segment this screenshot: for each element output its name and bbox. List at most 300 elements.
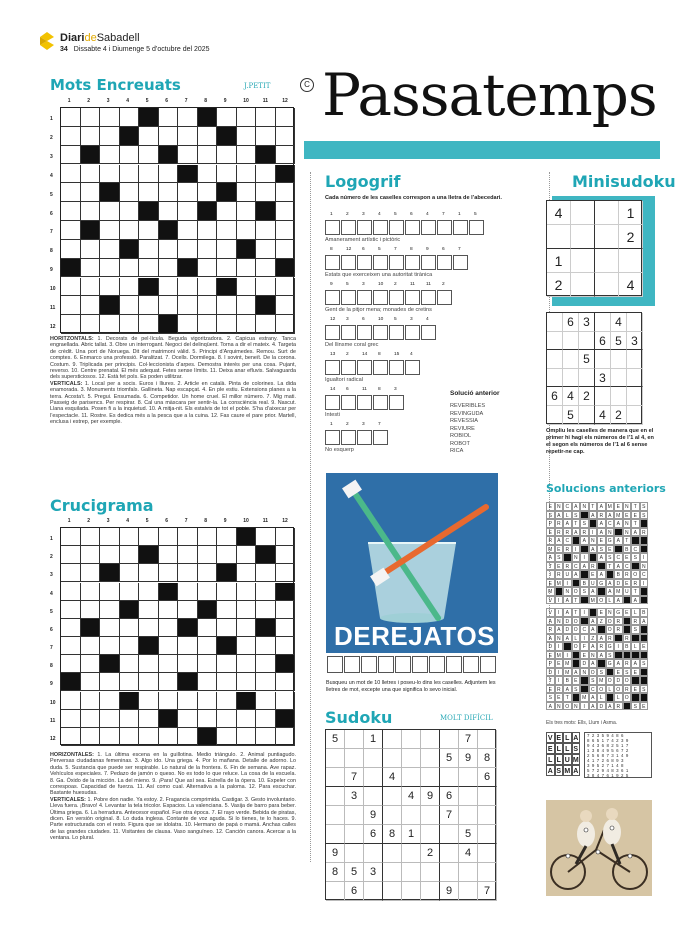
minisudoku-cell[interactable]: 5 (611, 332, 627, 351)
grid-cell[interactable] (256, 240, 276, 259)
grid-cell[interactable] (81, 240, 101, 259)
grid-cell[interactable] (159, 673, 179, 691)
derejatos-letter-box[interactable] (395, 656, 411, 673)
grid-cell[interactable] (81, 637, 101, 655)
grid-cell[interactable] (178, 296, 198, 315)
grid-cell[interactable] (237, 564, 257, 582)
minisudoku-cell[interactable] (595, 201, 619, 225)
sudoku-cell[interactable]: 8 (478, 749, 497, 768)
minisudoku-cell[interactable] (571, 201, 595, 225)
grid-cell[interactable] (237, 296, 257, 315)
grid-cell[interactable] (61, 655, 81, 673)
sudoku-cell[interactable] (383, 806, 402, 825)
sudoku-cell[interactable] (459, 787, 478, 806)
grid-cell[interactable] (139, 692, 159, 710)
minisudoku-cell[interactable]: 6 (563, 313, 579, 332)
minisudoku-cell[interactable] (595, 273, 619, 297)
logogrif-letter-box[interactable] (405, 255, 420, 270)
minisudoku-cell[interactable] (547, 350, 563, 369)
sudoku-cell[interactable]: 4 (402, 787, 421, 806)
sudoku-cell[interactable]: 5 (345, 863, 364, 882)
grid-cell[interactable] (159, 601, 179, 619)
minisudoku-cell[interactable] (547, 369, 563, 388)
grid-cell[interactable] (100, 165, 120, 184)
logogrif-letter-box[interactable] (373, 325, 388, 340)
grid-cell[interactable] (120, 619, 140, 637)
grid-cell[interactable] (81, 564, 101, 582)
grid-cell[interactable] (198, 183, 218, 202)
sudoku-cell[interactable]: 9 (440, 882, 459, 901)
logogrif-letter-box[interactable] (325, 255, 340, 270)
grid-cell[interactable] (217, 583, 237, 601)
grid-cell[interactable] (237, 202, 257, 221)
grid-cell[interactable] (81, 692, 101, 710)
grid-cell[interactable] (198, 619, 218, 637)
sudoku-cell[interactable]: 1 (364, 730, 383, 749)
grid-cell[interactable] (100, 221, 120, 240)
logogrif-letter-box[interactable] (437, 290, 452, 305)
sudoku-cell[interactable] (402, 863, 421, 882)
sudoku-cell[interactable] (383, 730, 402, 749)
grid-cell[interactable] (256, 528, 276, 546)
logogrif-letter-box[interactable] (373, 395, 388, 410)
logogrif-letter-box[interactable] (373, 290, 388, 305)
grid-cell[interactable] (100, 619, 120, 637)
logogrif-letter-box[interactable] (341, 255, 356, 270)
grid-cell[interactable] (61, 692, 81, 710)
grid-cell[interactable] (139, 240, 159, 259)
grid-cell[interactable] (159, 108, 179, 127)
grid-cell[interactable] (178, 564, 198, 582)
grid-cell[interactable] (256, 583, 276, 601)
grid-cell[interactable] (100, 546, 120, 564)
grid-cell[interactable] (100, 240, 120, 259)
grid-cell[interactable] (276, 108, 296, 127)
sudoku-cell[interactable] (478, 863, 497, 882)
grid-cell[interactable] (81, 183, 101, 202)
grid-cell[interactable] (61, 583, 81, 601)
minisudoku-cell[interactable]: 2 (579, 387, 595, 406)
logogrif-letter-box[interactable] (437, 255, 452, 270)
sudoku-cell[interactable]: 8 (326, 863, 345, 882)
grid-cell[interactable] (61, 601, 81, 619)
grid-cell[interactable] (120, 315, 140, 334)
grid-cell[interactable] (217, 601, 237, 619)
grid-cell[interactable] (81, 601, 101, 619)
minisudoku-cell[interactable] (547, 313, 563, 332)
grid-cell[interactable] (198, 296, 218, 315)
grid-cell[interactable] (237, 108, 257, 127)
grid-cell[interactable] (120, 296, 140, 315)
logogrif-letter-box[interactable] (389, 290, 404, 305)
grid-cell[interactable] (120, 728, 140, 746)
grid-cell[interactable] (81, 165, 101, 184)
grid-cell[interactable] (159, 564, 179, 582)
grid-cell[interactable] (276, 637, 296, 655)
grid-cell[interactable] (61, 108, 81, 127)
minisudoku-cell[interactable] (563, 369, 579, 388)
grid-cell[interactable] (256, 183, 276, 202)
grid-cell[interactable] (178, 728, 198, 746)
grid-cell[interactable] (256, 127, 276, 146)
grid-cell[interactable] (256, 564, 276, 582)
minisudoku-cell[interactable] (611, 387, 627, 406)
logogrif-letter-box[interactable] (373, 430, 388, 445)
logogrif-letter-box[interactable] (357, 220, 372, 235)
sudoku-cell[interactable] (421, 768, 440, 787)
grid-cell[interactable] (217, 296, 237, 315)
sudoku-cell[interactable] (421, 749, 440, 768)
grid-cell[interactable] (139, 315, 159, 334)
sudoku-cell[interactable]: 7 (440, 806, 459, 825)
grid-cell[interactable] (256, 278, 276, 297)
logogrif-letter-box[interactable] (357, 290, 372, 305)
grid-cell[interactable] (159, 655, 179, 673)
minisudoku-cell[interactable]: 4 (563, 387, 579, 406)
logogrif-letter-box[interactable] (325, 290, 340, 305)
sudoku-cell[interactable]: 3 (364, 863, 383, 882)
grid-cell[interactable] (198, 278, 218, 297)
grid-cell[interactable] (100, 528, 120, 546)
grid-cell[interactable] (217, 546, 237, 564)
logogrif-letter-box[interactable] (389, 325, 404, 340)
grid-cell[interactable] (198, 710, 218, 728)
grid-cell[interactable] (61, 240, 81, 259)
grid-cell[interactable] (139, 601, 159, 619)
minisudoku-cell[interactable] (571, 225, 595, 249)
minisudoku-cell[interactable] (547, 332, 563, 351)
sudoku-cell[interactable] (440, 863, 459, 882)
logogrif-letter-box[interactable] (453, 220, 468, 235)
grid-cell[interactable] (178, 127, 198, 146)
logogrif-letter-box[interactable] (341, 430, 356, 445)
grid-cell[interactable] (100, 728, 120, 746)
grid-cell[interactable] (237, 278, 257, 297)
minisudoku-cell[interactable]: 4 (547, 201, 571, 225)
sudoku-cell[interactable] (440, 825, 459, 844)
grid-cell[interactable] (237, 673, 257, 691)
sudoku-cell[interactable]: 5 (440, 749, 459, 768)
grid-cell[interactable] (276, 146, 296, 165)
grid-cell[interactable] (178, 315, 198, 334)
minisudoku-cell[interactable] (627, 313, 643, 332)
grid-cell[interactable] (217, 728, 237, 746)
minisudoku-cell[interactable] (563, 350, 579, 369)
grid-cell[interactable] (256, 315, 276, 334)
minisudoku-cell[interactable]: 6 (547, 387, 563, 406)
grid-cell[interactable] (159, 259, 179, 278)
sudoku-cell[interactable] (478, 825, 497, 844)
minisudoku-cell[interactable]: 2 (611, 406, 627, 425)
grid-cell[interactable] (61, 202, 81, 221)
grid-cell[interactable] (217, 165, 237, 184)
grid-cell[interactable] (120, 146, 140, 165)
grid-cell[interactable] (256, 710, 276, 728)
grid-cell[interactable] (139, 710, 159, 728)
logogrif-letter-box[interactable] (325, 395, 340, 410)
grid-cell[interactable] (61, 165, 81, 184)
grid-cell[interactable] (256, 673, 276, 691)
grid-cell[interactable] (198, 259, 218, 278)
grid-cell[interactable] (139, 655, 159, 673)
grid-cell[interactable] (276, 601, 296, 619)
logogrif-letter-box[interactable] (357, 255, 372, 270)
grid-cell[interactable] (198, 146, 218, 165)
sudoku-cell[interactable] (402, 882, 421, 901)
grid-cell[interactable] (198, 127, 218, 146)
grid-cell[interactable] (217, 692, 237, 710)
sudoku-cell[interactable] (326, 749, 345, 768)
sudoku-cell[interactable] (440, 768, 459, 787)
minisudoku-cell[interactable] (619, 249, 643, 273)
logogrif-letter-box[interactable] (389, 255, 404, 270)
sudoku-cell[interactable] (402, 806, 421, 825)
logogrif-letter-box[interactable] (389, 220, 404, 235)
grid-cell[interactable] (237, 619, 257, 637)
sudoku-cell[interactable]: 9 (459, 749, 478, 768)
brand[interactable] (60, 32, 140, 44)
minisudoku-cell[interactable] (579, 332, 595, 351)
grid-cell[interactable] (81, 259, 101, 278)
grid-cell[interactable] (237, 259, 257, 278)
derejatos-answer-boxes[interactable] (326, 656, 498, 674)
minisudoku-cell[interactable] (611, 369, 627, 388)
sudoku-cell[interactable] (326, 825, 345, 844)
grid-cell[interactable] (276, 202, 296, 221)
grid-cell[interactable] (276, 221, 296, 240)
sudoku-cell[interactable] (402, 730, 421, 749)
sudoku-cell[interactable] (383, 787, 402, 806)
grid-cell[interactable] (100, 601, 120, 619)
grid-cell[interactable] (237, 637, 257, 655)
logogrif-letter-box[interactable] (325, 325, 340, 340)
grid-cell[interactable] (217, 673, 237, 691)
grid-cell[interactable] (237, 655, 257, 673)
grid-cell[interactable] (198, 583, 218, 601)
grid-cell[interactable] (120, 278, 140, 297)
minisudoku-cell[interactable] (571, 273, 595, 297)
sudoku-cell[interactable]: 6 (364, 825, 383, 844)
grid-cell[interactable] (61, 296, 81, 315)
grid-cell[interactable] (237, 183, 257, 202)
grid-cell[interactable] (217, 240, 237, 259)
minisudoku-6x6[interactable] (546, 312, 642, 424)
logogrif-letter-box[interactable] (453, 255, 468, 270)
grid-cell[interactable] (120, 259, 140, 278)
logogrif-letter-box[interactable] (405, 220, 420, 235)
grid-cell[interactable] (61, 146, 81, 165)
cruci-grid[interactable] (60, 527, 294, 745)
sudoku-cell[interactable]: 5 (459, 825, 478, 844)
minisudoku-cell[interactable]: 3 (579, 313, 595, 332)
grid-cell[interactable] (81, 710, 101, 728)
grid-cell[interactable] (178, 710, 198, 728)
grid-cell[interactable] (276, 315, 296, 334)
minisudoku-cell[interactable] (611, 350, 627, 369)
logogrif-letter-box[interactable] (373, 220, 388, 235)
sudoku-cell[interactable] (421, 806, 440, 825)
derejatos-letter-box[interactable] (361, 656, 377, 673)
grid-cell[interactable] (61, 619, 81, 637)
minisudoku-cell[interactable] (595, 225, 619, 249)
grid-cell[interactable] (120, 637, 140, 655)
sudoku-cell[interactable]: 2 (421, 844, 440, 863)
sudoku-cell[interactable]: 4 (459, 844, 478, 863)
sudoku-cell[interactable] (440, 844, 459, 863)
grid-cell[interactable] (237, 710, 257, 728)
minisudoku-cell[interactable]: 2 (547, 273, 571, 297)
grid-cell[interactable] (120, 528, 140, 546)
grid-cell[interactable] (120, 221, 140, 240)
minisudoku-cell[interactable]: 6 (595, 332, 611, 351)
logogrif-letter-box[interactable] (357, 325, 372, 340)
grid-cell[interactable] (276, 296, 296, 315)
grid-cell[interactable] (159, 165, 179, 184)
grid-cell[interactable] (217, 146, 237, 165)
minisudoku-cell[interactable]: 4 (619, 273, 643, 297)
sudoku-cell[interactable] (364, 844, 383, 863)
minisudoku-cell[interactable]: 1 (547, 249, 571, 273)
logogrif-letter-box[interactable] (421, 325, 436, 340)
logogrif-letter-box[interactable] (357, 430, 372, 445)
grid-cell[interactable] (81, 528, 101, 546)
grid-cell[interactable] (198, 240, 218, 259)
grid-cell[interactable] (120, 202, 140, 221)
sudoku-cell[interactable] (478, 787, 497, 806)
grid-cell[interactable] (159, 240, 179, 259)
minisudoku-cell[interactable] (595, 387, 611, 406)
grid-cell[interactable] (198, 692, 218, 710)
grid-cell[interactable] (120, 108, 140, 127)
derejatos-letter-box[interactable] (429, 656, 445, 673)
logogrif-letter-box[interactable] (421, 220, 436, 235)
minisudoku-cell[interactable]: 5 (579, 350, 595, 369)
grid-cell[interactable] (256, 655, 276, 673)
sudoku-cell[interactable] (383, 882, 402, 901)
grid-cell[interactable] (237, 601, 257, 619)
grid-cell[interactable] (276, 692, 296, 710)
grid-cell[interactable] (61, 127, 81, 146)
grid-cell[interactable] (139, 296, 159, 315)
mots-grid[interactable] (60, 107, 294, 333)
grid-cell[interactable] (81, 583, 101, 601)
grid-cell[interactable] (100, 202, 120, 221)
grid-cell[interactable] (217, 315, 237, 334)
grid-cell[interactable] (139, 146, 159, 165)
logogrif-letter-box[interactable] (405, 325, 420, 340)
logogrif-letter-box[interactable] (325, 220, 340, 235)
grid-cell[interactable] (198, 221, 218, 240)
grid-cell[interactable] (61, 221, 81, 240)
grid-cell[interactable] (237, 315, 257, 334)
logogrif-letter-box[interactable] (341, 360, 356, 375)
logogrif-letter-box[interactable] (357, 395, 372, 410)
grid-cell[interactable] (276, 278, 296, 297)
logogrif-letter-box[interactable] (405, 360, 420, 375)
minisudoku-cell[interactable]: 5 (563, 406, 579, 425)
sudoku-cell[interactable] (364, 749, 383, 768)
sudoku-cell[interactable] (459, 863, 478, 882)
grid-cell[interactable] (178, 146, 198, 165)
grid-cell[interactable] (159, 692, 179, 710)
logogrif-letter-box[interactable] (437, 220, 452, 235)
grid-cell[interactable] (61, 546, 81, 564)
grid-cell[interactable] (198, 546, 218, 564)
logogrif-letter-box[interactable] (373, 255, 388, 270)
minisudoku-cell[interactable]: 1 (619, 201, 643, 225)
grid-cell[interactable] (276, 240, 296, 259)
grid-cell[interactable] (81, 108, 101, 127)
logogrif-letter-box[interactable] (341, 290, 356, 305)
grid-cell[interactable] (256, 259, 276, 278)
sudoku-cell[interactable] (402, 844, 421, 863)
grid-cell[interactable] (237, 127, 257, 146)
grid-cell[interactable] (159, 637, 179, 655)
grid-cell[interactable] (217, 108, 237, 127)
grid-cell[interactable] (178, 655, 198, 673)
sudoku-cell[interactable] (421, 863, 440, 882)
minisudoku-cell[interactable] (627, 350, 643, 369)
grid-cell[interactable] (276, 183, 296, 202)
grid-cell[interactable] (276, 564, 296, 582)
sudoku-cell[interactable]: 5 (326, 730, 345, 749)
grid-cell[interactable] (100, 673, 120, 691)
grid-cell[interactable] (276, 546, 296, 564)
grid-cell[interactable] (237, 221, 257, 240)
logogrif-letter-box[interactable] (341, 395, 356, 410)
grid-cell[interactable] (256, 692, 276, 710)
grid-cell[interactable] (81, 278, 101, 297)
sudoku-cell[interactable]: 9 (326, 844, 345, 863)
grid-cell[interactable] (139, 619, 159, 637)
sudoku-cell[interactable] (345, 749, 364, 768)
sudoku-cell[interactable]: 7 (345, 768, 364, 787)
minisudoku-cell[interactable] (571, 249, 595, 273)
derejatos-letter-box[interactable] (480, 656, 496, 673)
sudoku-cell[interactable] (478, 844, 497, 863)
grid-cell[interactable] (120, 165, 140, 184)
derejatos-letter-box[interactable] (412, 656, 428, 673)
minisudoku-cell[interactable] (579, 369, 595, 388)
minisudoku-cell[interactable]: 4 (595, 406, 611, 425)
grid-cell[interactable] (61, 183, 81, 202)
minisudoku-cell[interactable] (595, 350, 611, 369)
minisudoku-cell[interactable] (627, 369, 643, 388)
sudoku-cell[interactable] (459, 882, 478, 901)
grid-cell[interactable] (139, 259, 159, 278)
grid-cell[interactable] (139, 183, 159, 202)
grid-cell[interactable] (100, 146, 120, 165)
grid-cell[interactable] (120, 655, 140, 673)
grid-cell[interactable] (276, 127, 296, 146)
sudoku-cell[interactable] (478, 806, 497, 825)
grid-cell[interactable] (178, 183, 198, 202)
grid-cell[interactable] (178, 108, 198, 127)
grid-cell[interactable] (178, 528, 198, 546)
sudoku-cell[interactable] (345, 825, 364, 844)
grid-cell[interactable] (178, 546, 198, 564)
sudoku-cell[interactable] (383, 863, 402, 882)
grid-cell[interactable] (120, 564, 140, 582)
grid-cell[interactable] (178, 692, 198, 710)
grid-cell[interactable] (178, 221, 198, 240)
sudoku-cell[interactable] (459, 768, 478, 787)
grid-cell[interactable] (237, 728, 257, 746)
sudoku-cell[interactable]: 6 (478, 768, 497, 787)
sudoku-cell[interactable] (421, 882, 440, 901)
grid-cell[interactable] (178, 637, 198, 655)
sudoku-cell[interactable] (364, 768, 383, 787)
